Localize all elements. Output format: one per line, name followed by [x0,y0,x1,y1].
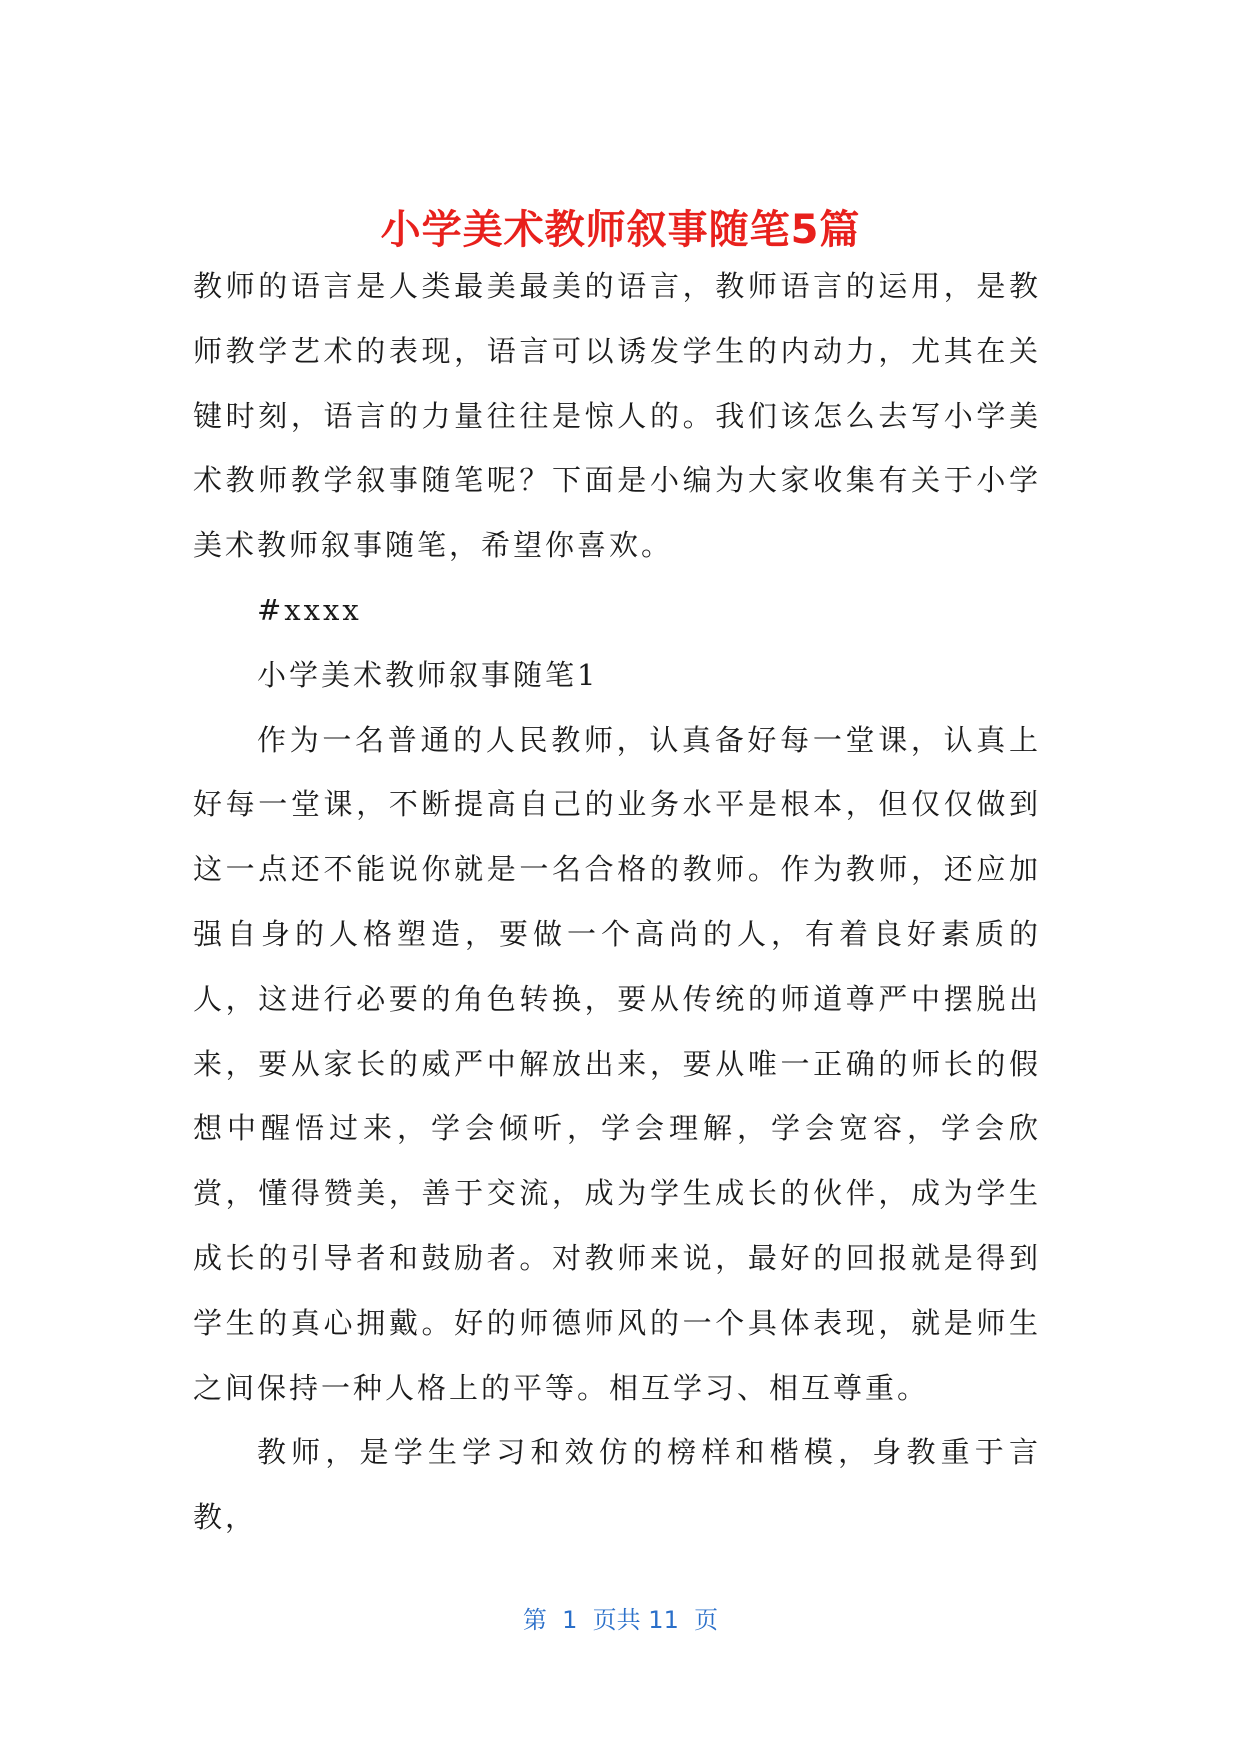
document-title: 小学美术教师叙事随笔5篇 [380,207,861,253]
page-footer: 第 1 页共 11 页 [522,1606,719,1634]
paragraph-placeholder: #xxxx [257,592,362,627]
section-heading: 小学美术教师叙事随笔1 [257,657,599,692]
paragraph-intro: 教师的语言是人类最美最美的语言，教师语言的运用，是教师教学艺术的表现，语言可以诱发学生的内动力，尤其在关键时刻，语言的力量往往是惊人的。我们该怎么去写小学美术教师教学叙事随笔呢？下面是小编为大家收集有关于小学美术教师叙事随笔，希望你喜欢。 [193,269,1041,563]
document-body [193,254,1041,1550]
paragraph-body-2: 教师，是学生学习和效仿的榜样和楷模，身教重于言教， [193,1435,1041,1535]
paragraph-body-1: 作为一名普通的人民教师，认真备好每一堂课，认真上好每一堂课，不断提高自己的业务水平是根本，但仅仅做到这一点还不能说你就是一名合格的教师。作为教师，还应加强自身的人格塑造，要做一个高尚的人，有着良好素质的人，这进行必要的角色转换，要从传统的师道尊严中摆脱出来，要从家长的威严中解放出来，要从唯一正确的师长的假想中醒悟过来，学会倾听，学会理解，学会宽容，学会欣赏，懂得赞美，善于交流，成为学生成长的伙伴，成为学生成长的引导者和鼓励者。对教师来说，最好的回报就是得到学生的真心拥戴。好的师德师风的一个具体表现，就是师生之间保持一种人格上的平等。相互学习、相互尊重。 [193,722,1041,1405]
